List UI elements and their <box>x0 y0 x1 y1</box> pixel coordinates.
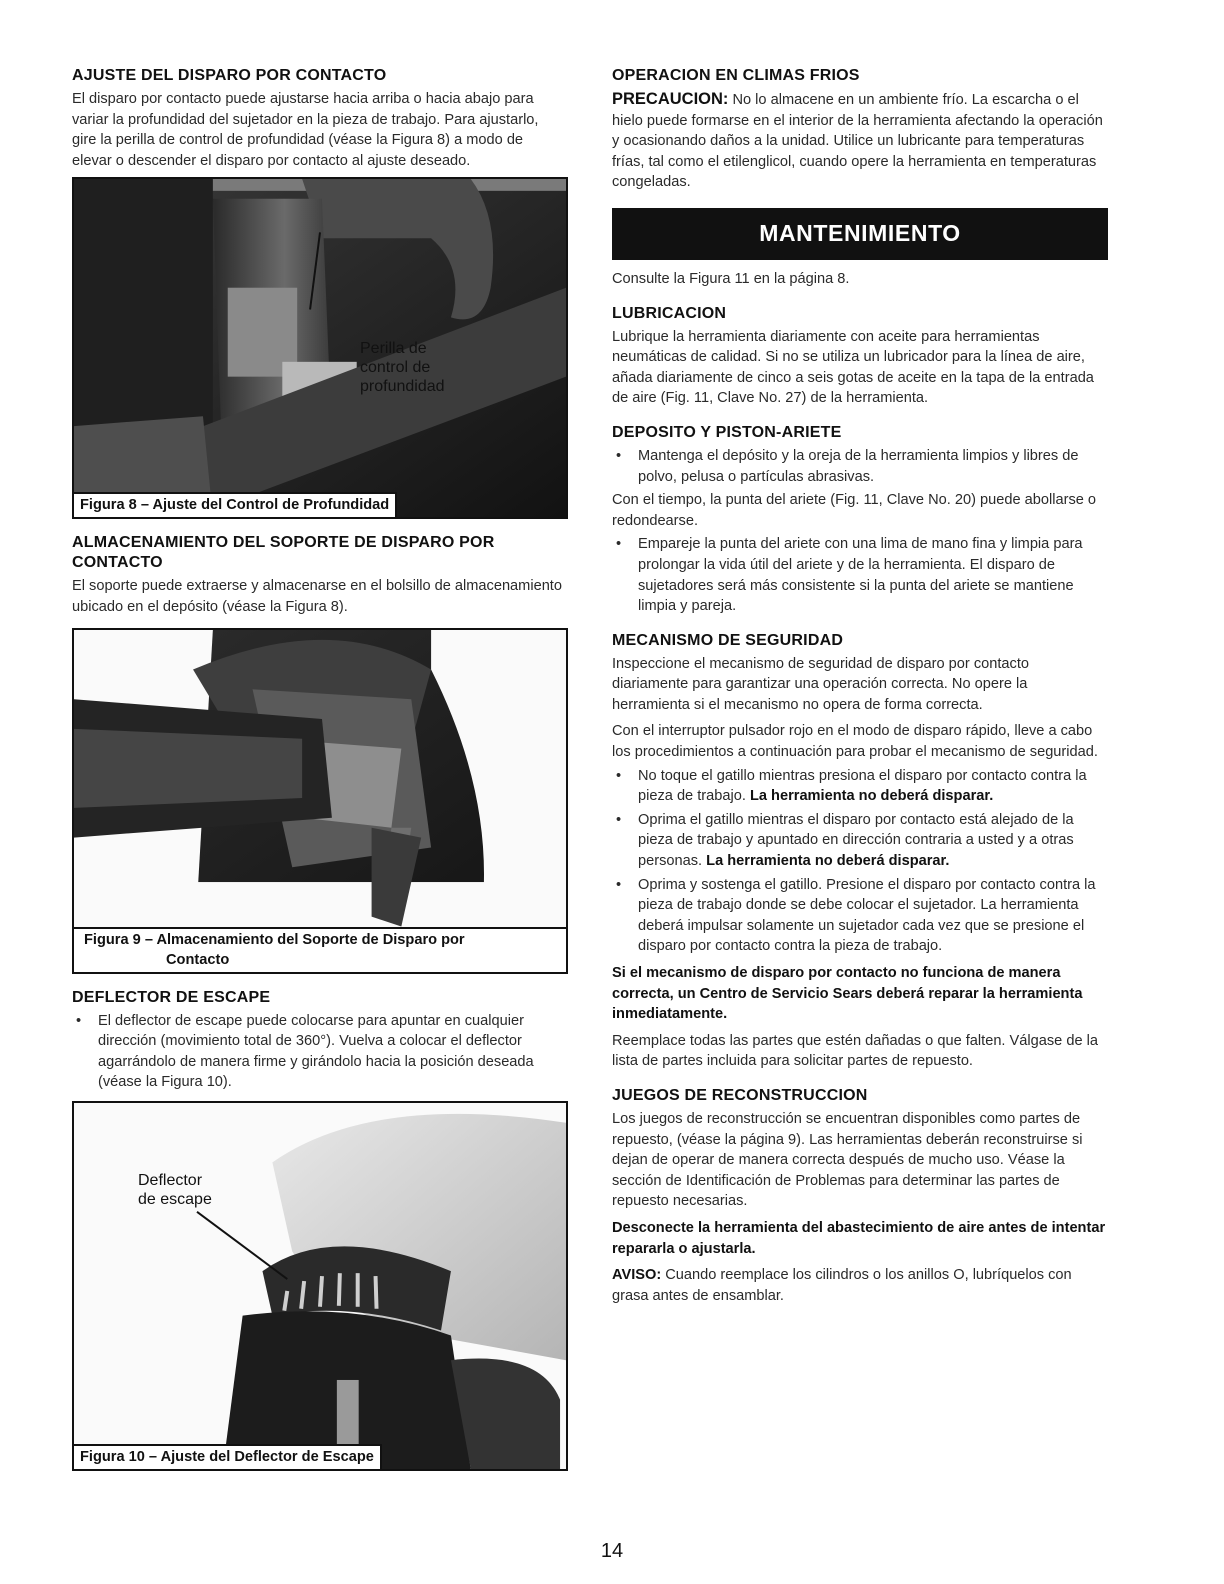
depth-control-knob-callout <box>360 339 445 396</box>
notice-body: Cuando reemplace los cilindros o los anillos O, lubríquelos con grasa antes de ensamblar. <box>612 1267 1072 1304</box>
list-item-text: Oprima el gatillo mientras el disparo por contacto está alejado de la pieza de trabajo y apuntado en dirección contraria a usted y a otras personas. <box>638 811 1074 870</box>
figure-8-caption: Figura 8 – Ajuste del Control de Profundidad <box>74 492 397 517</box>
driver-tip-text: Con el tiempo, la punta del ariete (Fig. 11, Clave No. 20) puede abollarse o redondearse. <box>612 492 1097 529</box>
figure-9-caption <box>74 927 568 972</box>
safety-test-list <box>612 766 1108 957</box>
section-heading-lubrication: LUBRICACION <box>612 304 727 322</box>
exhaust-deflector-photo <box>74 1103 566 1469</box>
figure-9-caption-line2: Contacto <box>166 951 230 968</box>
list-item: • No toque el gatillo mientras presiona el disparo por contacto contra la pieza de trabajo. La herramienta no deberá disparar. <box>616 767 1087 805</box>
safety-text-1: Inspeccione el mecanismo de seguridad de disparo por contacto diariamente para garantizar una operación correcta. No opere la herramienta si el mecanismo no opera de forma correcta. <box>612 655 1029 713</box>
list-item-text: Empareje la punta del ariete con una lima de mano fina y limpia para prolongar la vida útil del ariete y de la herramienta. El disparo de sujetadores será más consistente si la punta del ariete se mantiene limpia y pareja. <box>638 536 1083 615</box>
list-item: • Mantenga el depósito y la oreja de la herramienta limpios y libres de polvo, pelusa o partículas abrasivas. <box>616 447 1079 485</box>
figure-8 <box>72 177 568 519</box>
nailer-depth-photo <box>74 179 566 517</box>
list-item: • Empareje la punta del ariete con una lima de mano fina y limpia para prolongar la vida útil del ariete y de la herramienta. El disparo de sujetadores será más consistente si la punta del ariete se mantiene limpia y pareja. <box>616 536 1083 615</box>
list-item: • Oprima el gatillo mientras el disparo por contacto está alejado de la pieza de trabajo y apuntado en dirección contraria a usted y a otras personas. La herramienta no deberá disparar. <box>616 811 1074 870</box>
left-column <box>72 66 566 1471</box>
magazine-list-1 <box>612 446 1108 487</box>
notice-text <box>612 1265 1108 1306</box>
disconnect-warning: Desconecte la herramienta del abastecimiento de aire antes de intentar repararla o ajustarla. <box>612 1219 1106 1257</box>
section-heading-rebuild-kits: JUEGOS DE RECONSTRUCCION <box>612 1086 868 1104</box>
list-item-text: No toque el gatillo mientras presiona el disparo por contacto contra la pieza de trabajo. <box>638 767 1087 805</box>
rebuild-kits-text: Los juegos de reconstrucción se encuentran disponibles como partes de repuesto, (véase la página 9). Las herramientas deberán reconstruirse si dejan de operar de manera correcta después de mucho uso. Véase la sección de Identificación de Problemas para determinar las partes de repuesto necesarias. <box>612 1110 1083 1210</box>
figure-9-caption-line1: Figura 9 – Almacenamiento del Soporte de Disparo por <box>84 931 465 948</box>
caution-text: No lo almacene en un ambiente frío. La escarcha o el hielo puede formarse en el interior de la herramienta afectando la operación y ocasionando daños a la unidad. Utilice un lubricante para temperaturas frías, tal como el etilenglicol, cuando opere la herramienta en temperaturas congeladas. <box>612 92 1103 191</box>
contact-trip-adjust-text: El disparo por contacto puede ajustarse hacia arriba o hacia abajo para variar la profundidad del sujetador en la pieza de trabajo. Para ajustarlo, gire la perilla de control de profundidad (véase la Figura 8) a modo de elevar o descender el disparo por contacto al ajuste deseado. <box>72 91 539 169</box>
section-heading-cold-weather: OPERACION EN CLIMAS FRIOS <box>612 67 860 84</box>
list-item-text: Mantenga el depósito y la oreja de la herramienta limpios y libres de polvo, pelusa o partículas abrasivas. <box>638 447 1079 485</box>
maintenance-banner: MANTENIMIENTO <box>612 208 1108 260</box>
holder-storage-photo <box>74 630 566 972</box>
section-heading-contact-trip-adjust: AJUSTE DEL DISPARO POR CONTACTO <box>72 67 387 84</box>
list-item-text: Oprima y sostenga el gatillo. Presione el disparo por contacto contra la pieza de trabajo donde se debe colocar el sujetador. La herramienta deberá impulsar solamente un sujetador cada vez que se presione el disparo por contacto contra la pieza de trabajo. <box>638 876 1096 955</box>
cold-weather-text <box>612 89 1108 193</box>
callout-line: de escape <box>138 1190 212 1208</box>
callout-line: Deflector <box>138 1171 203 1189</box>
safety-warning: Si el mecanismo de disparo por contacto no funciona de manera correcta, un Centro de Servicio Sears deberá reparar la herramienta inmediatamente. <box>612 965 1083 1023</box>
figure-10 <box>72 1101 568 1471</box>
list-item-bold: La herramienta no deberá disparar. <box>749 788 994 805</box>
list-item: • Oprima y sostenga el gatillo. Presione el disparo por contacto contra la pieza de trabajo donde se debe colocar el sujetador. La herramienta deberá impulsar solamente un sujetador cada vez que se presione el disparo por contacto contra la pieza de trabajo. <box>616 876 1096 955</box>
section-heading-safety-mechanism: MECANISMO DE SEGURIDAD <box>612 631 844 649</box>
list-item: • El deflector de escape puede colocarse para apuntar en cualquier dirección (movimiento total de 360°). Vuelva a colocar el deflector agarrándolo de manera firme y girándolo hacia la posición deseada (véase la Figura 10). <box>76 1012 534 1091</box>
lubrication-text: Lubrique la herramienta diariamente con aceite para herramientas neumáticas de calidad. Si no se utiliza un lubricador para la línea de aire, añada diariamente de cinco a seis gotas de aceite en la tapa de la entrada de aire (Fig. 11, Clave No. 27) de la herramienta. <box>612 328 1094 407</box>
figure-10-caption: Figura 10 – Ajuste del Deflector de Escape <box>74 1444 382 1469</box>
callout-line: control de <box>360 359 431 377</box>
figure-9 <box>72 628 568 974</box>
section-heading-magazine-driver: DEPOSITO Y PISTON-ARIETE <box>612 423 842 441</box>
exhaust-deflector-callout <box>138 1171 212 1209</box>
safety-text-2: Con el interruptor pulsador rojo en el modo de disparo rápido, lleve a cabo los procedimientos a continuación para probar el mecanismo de seguridad. <box>612 723 1098 761</box>
list-item-bold: La herramienta no deberá disparar. <box>706 853 950 870</box>
section-heading-holder-storage: ALMACENAMIENTO DEL SOPORTE DE DISPARO POR CONTACTO <box>72 534 495 572</box>
right-column <box>612 66 1108 1306</box>
maintenance-intro: Consulte la Figura 11 en la página 8. <box>612 270 850 287</box>
magazine-list-2 <box>612 534 1108 616</box>
notice-label: AVISO: <box>612 1267 662 1284</box>
caution-label: PRECAUCION: <box>612 90 729 108</box>
callout-line: profundidad <box>360 378 445 396</box>
list-item-text: El deflector de escape puede colocarse para apuntar en cualquier dirección (movimiento total de 360°). Vuelva a colocar el deflector agarrándolo de manera firme y girándolo hacia la posición deseada (véase la Figura 10). <box>98 1012 534 1091</box>
section-heading-exhaust-deflector: DEFLECTOR DE ESCAPE <box>72 988 271 1006</box>
page-number: 14 <box>600 1540 624 1562</box>
callout-line: Perilla de <box>360 340 427 358</box>
safety-text-3: Reemplace todas las partes que estén dañadas o que falten. Válgase de la lista de partes incluida para solicitar partes de repuesto. <box>612 1032 1098 1070</box>
holder-storage-text: El soporte puede extraerse y almacenarse en el bolsillo de almacenamiento ubicado en el depósito (véase la Figura 8). <box>72 578 562 615</box>
exhaust-deflector-list <box>72 1011 566 1093</box>
